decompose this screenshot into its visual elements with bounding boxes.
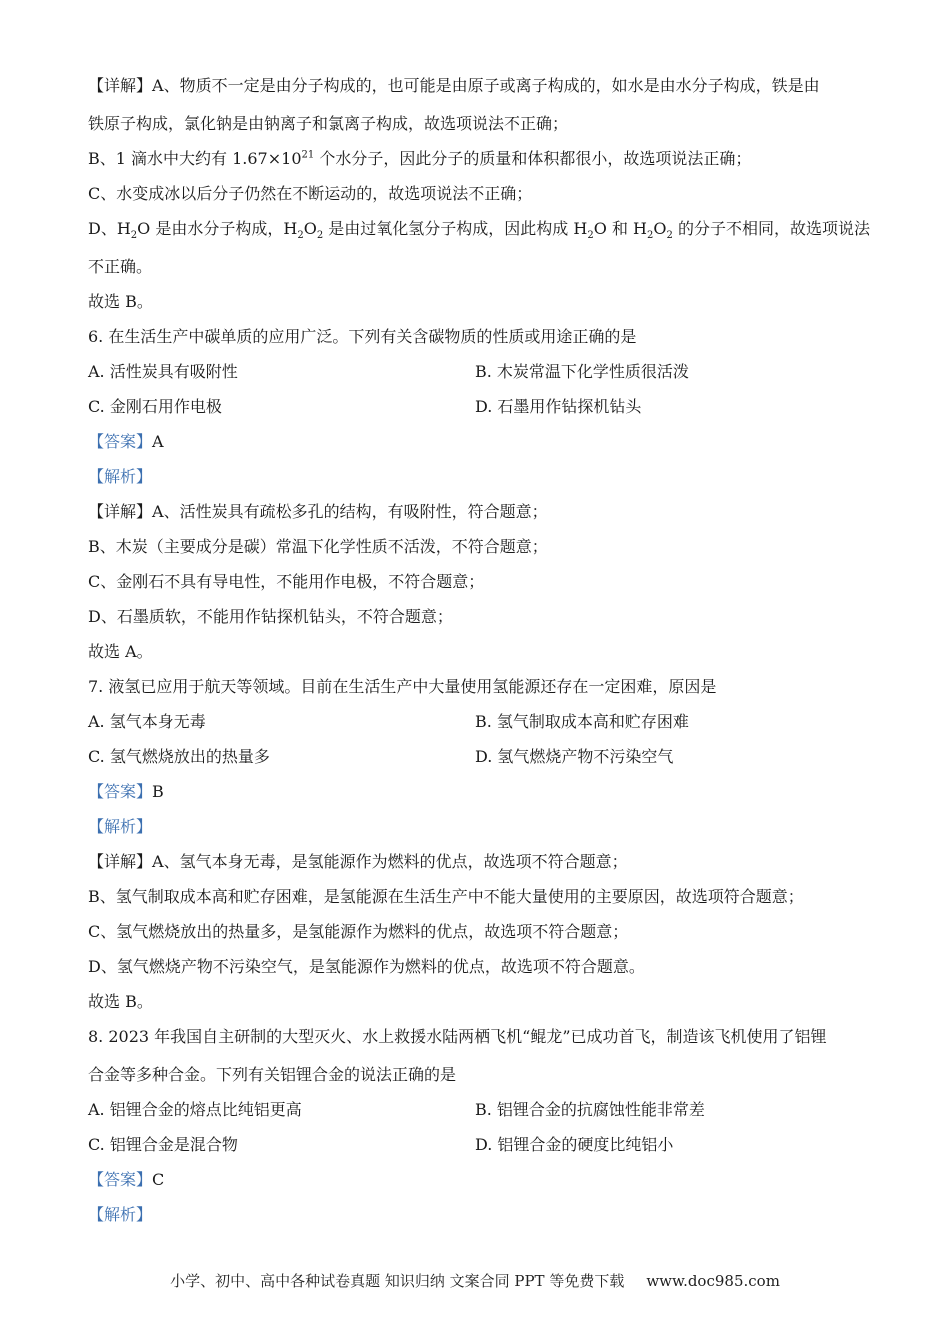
q8-stem-line2: 合金等多种合金。下列有关铝锂合金的说法正确的是 — [88, 1065, 457, 1084]
q6-explain-c: C、金刚石不具有导电性，不能用作电极，不符合题意； — [88, 572, 485, 591]
prev-explain-a-line1: 【详解】A、物质不一定是由分子构成的，也可能是由原子或离子构成的，如水是由水分子构成，铁是由 — [88, 76, 820, 95]
q6-option-b: B. 木炭常温下化学性质很活泼 — [475, 362, 689, 381]
q6-option-c: C. 金刚石用作电极 — [88, 397, 222, 416]
q7-option-a: A. 氢气本身无毒 — [88, 712, 206, 731]
q7-choice: 故选 B。 — [88, 992, 153, 1011]
q7-explain-b: B、氢气制取成本高和贮存困难，是氢能源在生活生产中不能大量使用的主要原因，故选项符合题意； — [88, 887, 804, 906]
q7-option-c: C. 氢气燃烧放出的热量多 — [88, 747, 270, 766]
q7-analysis-label: 【解析】 — [88, 817, 153, 836]
footer-text: 小学、初中、高中各种试卷真题 知识归纳 文案合同 PPT 等免费下载 — [170, 1272, 625, 1290]
q8-analysis-label: 【解析】 — [88, 1205, 153, 1224]
footer-url[interactable]: www.doc985.com — [646, 1272, 780, 1290]
q7-stem: 7. 液氢已应用于航天等领域。目前在生活生产中大量使用氢能源还存在一定困难，原因是 — [88, 677, 717, 696]
q7-option-b: B. 氢气制取成本高和贮存困难 — [475, 712, 689, 731]
q6-option-a: A. 活性炭具有吸附性 — [88, 362, 238, 381]
q6-choice: 故选 A。 — [88, 642, 153, 661]
q8-answer: 【答案】C — [88, 1170, 165, 1189]
q6-explain-b: B、木炭（主要成分是碳）常温下化学性质不活泼，不符合题意； — [88, 537, 548, 556]
q8-stem-line1: 8. 2023 年我国自主研制的大型灭火、水上救援水陆两栖飞机“鲲龙”已成功首飞，制造该飞机使用了铝锂 — [88, 1027, 827, 1046]
q7-answer: 【答案】B — [88, 782, 164, 801]
q6-analysis-label: 【解析】 — [88, 467, 153, 486]
q8-option-b: B. 铝锂合金的抗腐蚀性能非常差 — [475, 1100, 705, 1119]
q8-option-c: C. 铝锂合金是混合物 — [88, 1135, 238, 1154]
q7-explain-c: C、氢气燃烧放出的热量多，是氢能源作为燃料的优点，故选项不符合题意； — [88, 922, 629, 941]
q6-answer: 【答案】A — [88, 432, 164, 451]
q7-explain-d: D、氢气燃烧产物不污染空气，是氢能源作为燃料的优点，故选项不符合题意。 — [88, 957, 645, 976]
prev-explain-d-line2: 不正确。 — [88, 257, 153, 276]
prev-explain-d-line1: D、$H_2O$ 是由水分子构成，$H_2O_2$ 是由过氧化氢分子构成，因此构成 $H_2O$ 和 $H_2O_2$ 的分子不相同，故选项说法 — [88, 219, 870, 242]
prev-choice: 故选 B。 — [88, 292, 153, 311]
q8-option-a: A. 铝锂合金的熔点比纯铝更高 — [88, 1100, 302, 1119]
q8-option-d: D. 铝锂合金的硬度比纯铝小 — [475, 1135, 674, 1154]
prev-explain-c: C、水变成冰以后分子仍然在不断运动的，故选项说法不正确； — [88, 184, 533, 203]
q7-explain-a: 【详解】A、氢气本身无毒，是氢能源作为燃料的优点，故选项不符合题意； — [88, 852, 628, 871]
q6-stem: 6. 在生活生产中碳单质的应用广泛。下列有关含碳物质的性质或用途正确的是 — [88, 327, 637, 346]
page-footer — [0, 1270, 950, 1291]
prev-explain-a-line2: 铁原子构成，氯化钠是由钠离子和氯离子构成，故选项说法不正确； — [88, 114, 569, 133]
q6-explain-d: D、石墨质软，不能用作钻探机钻头，不符合题意； — [88, 607, 453, 626]
q7-option-d: D. 氢气燃烧产物不污染空气 — [475, 747, 674, 766]
q6-explain-a: 【详解】A、活性炭具有疏松多孔的结构，有吸附性，符合题意； — [88, 502, 548, 521]
q6-option-d: D. 石墨用作钻探机钻头 — [475, 397, 642, 416]
prev-explain-b: B、1 滴水中大约有 $1.67\times 10^{21}$ 个水分子，因此分子的质量和体积都很小，故选项说法正确； — [88, 149, 752, 168]
